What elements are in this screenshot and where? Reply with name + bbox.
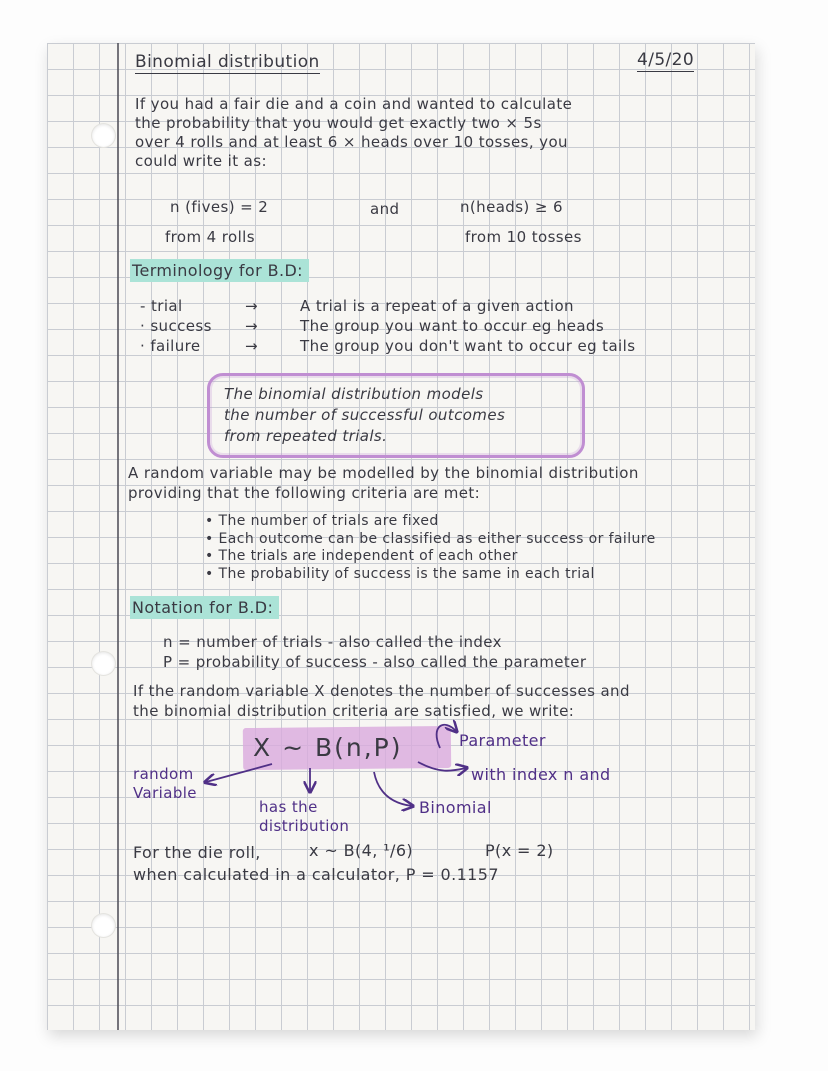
intro-line: If you had a fair die and a coin and wanted to calculate bbox=[135, 95, 573, 113]
conjunction-and: and bbox=[370, 200, 400, 218]
index-label: with index n and bbox=[471, 765, 611, 784]
fives-caption: from 4 rolls bbox=[165, 228, 255, 246]
criteria-item: • Each outcome can be classified as either success or failure bbox=[205, 530, 656, 547]
definition-line: the number of successful outcomes bbox=[224, 406, 506, 424]
hole-punch-top bbox=[92, 124, 115, 147]
hole-punch-middle bbox=[92, 652, 115, 675]
term-definition: A trial is a repeat of a given action bbox=[300, 297, 574, 315]
calc-prefix: For the die roll, bbox=[133, 843, 261, 862]
criteria-item: • The number of trials are fixed bbox=[205, 513, 439, 529]
terminology-row bbox=[140, 297, 740, 316]
term-label: · failure bbox=[140, 337, 201, 355]
random-variable-line: random bbox=[133, 765, 194, 783]
calc-result: when calculated in a calculator, P = 0.1157 bbox=[133, 865, 499, 884]
definition-box bbox=[207, 373, 585, 458]
binomial-formula: X ~ B(n,P) bbox=[253, 733, 403, 762]
notebook-page bbox=[47, 43, 755, 1030]
term-label: · success bbox=[140, 317, 212, 335]
term-label: - trial bbox=[140, 297, 183, 315]
term-definition: The group you don't want to occur eg tails bbox=[300, 337, 636, 355]
write-intro bbox=[133, 681, 748, 721]
intro-line: could write it as: bbox=[135, 152, 267, 170]
intro-paragraph bbox=[135, 95, 735, 171]
criteria-intro bbox=[128, 463, 743, 503]
page-date: 4/5/20 bbox=[637, 50, 695, 70]
intro-line: the probability that you would get exactly two × 5s bbox=[135, 114, 542, 132]
random-variable-label bbox=[133, 765, 197, 803]
terminology-heading: Terminology for B.D: bbox=[130, 259, 309, 282]
notation-lines bbox=[163, 632, 743, 672]
criteria-item: • The trials are independent of each other bbox=[205, 548, 518, 564]
criteria-intro-line: providing that the following criteria are met: bbox=[128, 484, 481, 502]
random-variable-line: Variable bbox=[133, 784, 197, 802]
right-arrow-icon: → bbox=[245, 317, 258, 335]
has-the-distribution-label bbox=[259, 798, 349, 836]
notation-line: n = number of trials - also called the index bbox=[163, 633, 502, 651]
hole-punch-bottom bbox=[92, 914, 115, 937]
page-title: Binomial distribution bbox=[135, 52, 320, 72]
definition-line: from repeated trials. bbox=[224, 427, 388, 445]
write-intro-line: If the random variable X denotes the number of successes and bbox=[133, 682, 630, 700]
calc-formula: x ~ B(4, ¹/6) bbox=[309, 841, 414, 860]
notation-heading: Notation for B.D: bbox=[130, 596, 279, 619]
criteria-list bbox=[205, 513, 745, 583]
parameter-label: Parameter bbox=[459, 731, 546, 750]
right-arrow-icon: → bbox=[245, 297, 258, 315]
criteria-item: • The probability of success is the same in each trial bbox=[205, 565, 595, 582]
heads-expression: n(heads) ≥ 6 bbox=[460, 198, 563, 216]
definition-line: The binomial distribution models bbox=[224, 385, 484, 403]
intro-line: over 4 rolls and at least 6 × heads over 10 tosses, you bbox=[135, 133, 568, 151]
has-the-line: distribution bbox=[259, 817, 350, 835]
fives-expression: n (fives) = 2 bbox=[170, 198, 269, 216]
write-intro-line: the binomial distribution criteria are satisfied, we write: bbox=[133, 702, 575, 720]
calc-probability: P(x = 2) bbox=[485, 841, 554, 860]
terminology-list bbox=[140, 297, 740, 357]
criteria-intro-line: A random variable may be modelled by the binomial distribution bbox=[128, 464, 639, 482]
has-the-line: has the bbox=[259, 798, 318, 816]
right-arrow-icon: → bbox=[245, 337, 258, 355]
notation-line: P = probability of success - also called the parameter bbox=[163, 653, 587, 671]
terminology-row bbox=[140, 337, 740, 356]
term-definition: The group you want to occur eg heads bbox=[300, 317, 605, 335]
margin-line bbox=[117, 43, 119, 1030]
binomial-label: Binomial bbox=[419, 798, 492, 817]
terminology-row bbox=[140, 317, 740, 336]
heads-caption: from 10 tosses bbox=[465, 228, 582, 246]
